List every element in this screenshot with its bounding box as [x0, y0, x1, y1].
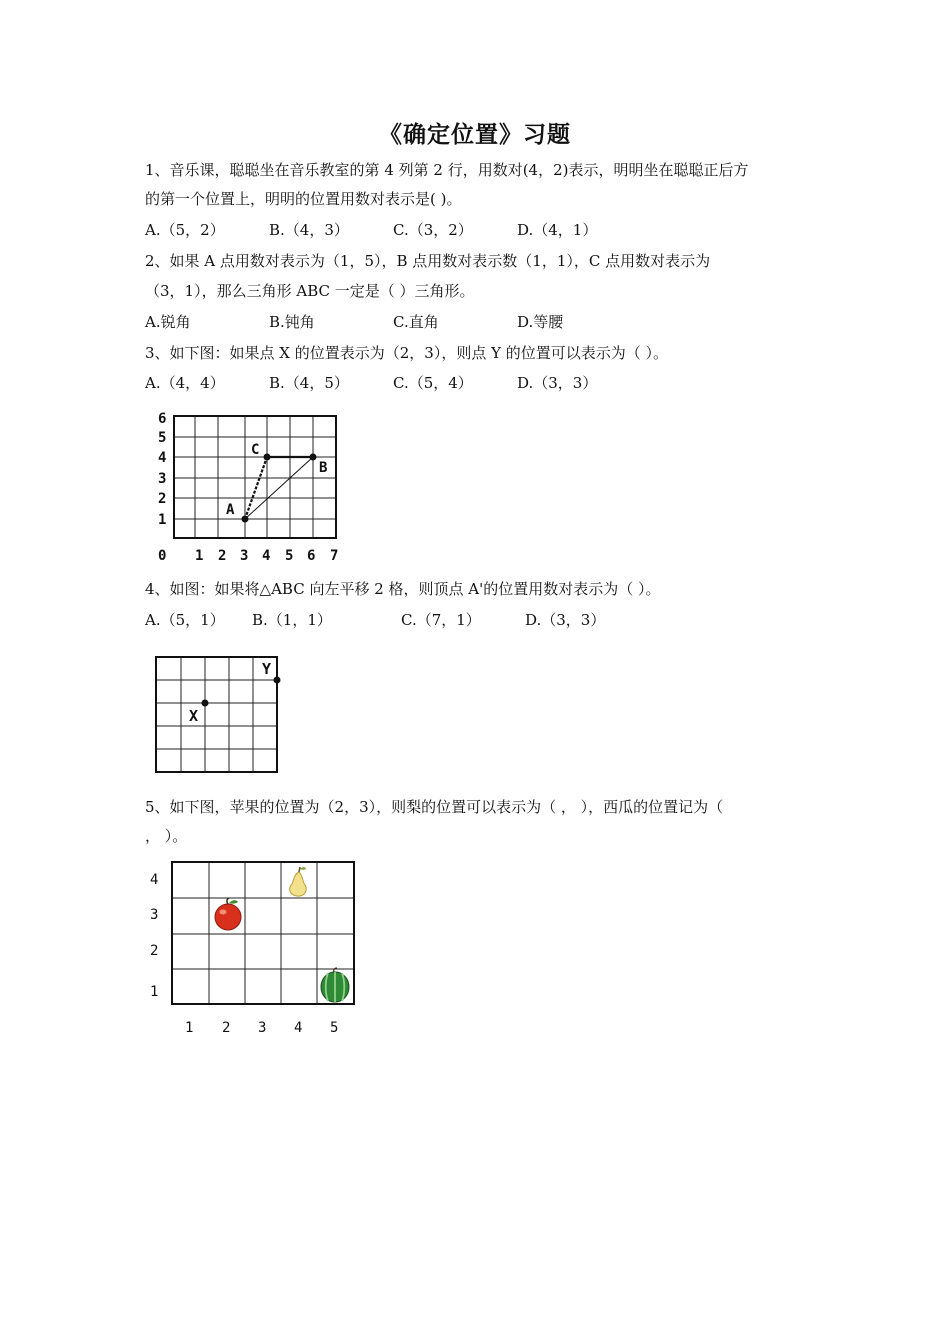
y-tick: 1 [158, 512, 167, 528]
figure-triangle-grid [150, 408, 350, 568]
q4-option-d: D.（3，3） [525, 611, 606, 629]
figure-fruit-grid [140, 856, 370, 1040]
point-b [310, 454, 317, 461]
point-x [202, 700, 209, 707]
y-tick: 2 [158, 491, 167, 507]
x-tick: 6 [307, 548, 316, 564]
q2-option-d: D.等腰 [517, 313, 564, 331]
q1-option-b: B.（4，3） [269, 221, 349, 239]
q2-line1: 2、如果 A 点用数对表示为（1，5），B 点用数对表示数（1，1），C 点用数对表示为 [145, 252, 711, 270]
q3-line1: 3、如下图：如果点 X 的位置表示为（2，3），则点 Y 的位置可以表示为（ ）。 [145, 344, 669, 362]
label-c: C [251, 442, 260, 458]
grid-border [156, 657, 277, 772]
pear-icon [290, 867, 306, 896]
q4-option-a: A.（5，1） [145, 611, 225, 629]
watermelon-icon [321, 968, 349, 1002]
x-tick: 5 [285, 548, 294, 564]
point-c [264, 454, 271, 461]
label-x: X [189, 707, 199, 725]
q1-line2: 的第一个位置上，明明的位置用数对表示是( )。 [145, 190, 462, 208]
q1-option-c: C.（3，2） [393, 221, 473, 239]
x-tick: 1 [195, 548, 204, 564]
q3-option-c: C.（5，4） [393, 374, 473, 392]
q1-option-d: D.（4，1） [517, 221, 598, 239]
q4-option-b: B.（1，1） [252, 611, 332, 629]
q1-option-a: A.（5，2） [145, 221, 225, 239]
q3-option-b: B.（4，5） [269, 374, 349, 392]
point-y [274, 677, 281, 684]
x-tick: 1 [185, 1020, 194, 1036]
q3-option-a: A.（4，4） [145, 374, 225, 392]
label-y: Y [262, 660, 272, 678]
apple-icon [215, 898, 241, 930]
x-tick: 3 [258, 1020, 267, 1036]
q5-line1: 5、如下图，苹果的位置为（2，3），则梨的位置可以表示为（ ， ），西瓜的位置记为（ [145, 798, 724, 816]
q4-line1: 4、如图：如果将△ABC 向左平移 2 格，则顶点 A'的位置用数对表示为（ ）。 [145, 580, 661, 598]
y-tick: 3 [158, 471, 167, 487]
q5-line2: ， ）。 [145, 827, 188, 845]
x-tick: 7 [330, 548, 339, 564]
label-b: B [319, 460, 328, 476]
q2-option-b: B.钝角 [269, 313, 315, 331]
x-tick: 0 [158, 548, 167, 564]
figure-xy-grid [150, 650, 290, 780]
x-tick: 3 [240, 548, 249, 564]
label-a: A [226, 502, 235, 518]
x-tick: 4 [294, 1020, 303, 1036]
y-tick: 6 [158, 411, 167, 427]
q3-option-d: D.（3，3） [517, 374, 598, 392]
q2-option-a: A.锐角 [145, 313, 191, 331]
grid-border [174, 416, 336, 538]
q2-line2: （3，1），那么三角形 ABC 一定是（ ）三角形。 [145, 282, 475, 300]
x-tick: 5 [330, 1020, 339, 1036]
point-a [242, 516, 249, 523]
y-tick: 1 [150, 984, 159, 1000]
q2-option-c: C.直角 [393, 313, 439, 331]
y-tick: 4 [158, 450, 167, 466]
y-tick: 4 [150, 872, 159, 888]
q1-line1: 1、音乐课，聪聪坐在音乐教室的第 4 列第 2 行，用数对(4，2)表示，明明坐在聪聪正后方 [145, 161, 749, 179]
y-tick: 3 [150, 907, 159, 923]
edge-ac [245, 457, 267, 519]
q4-option-c: C.（7，1） [401, 611, 481, 629]
page-title: 《确定位置》习题 [379, 122, 571, 148]
x-tick: 4 [262, 548, 271, 564]
y-tick: 5 [158, 430, 167, 446]
y-tick: 2 [150, 943, 159, 959]
x-tick: 2 [218, 548, 227, 564]
grid-lines [156, 657, 277, 772]
x-tick: 2 [222, 1020, 231, 1036]
grid-lines [174, 416, 336, 538]
